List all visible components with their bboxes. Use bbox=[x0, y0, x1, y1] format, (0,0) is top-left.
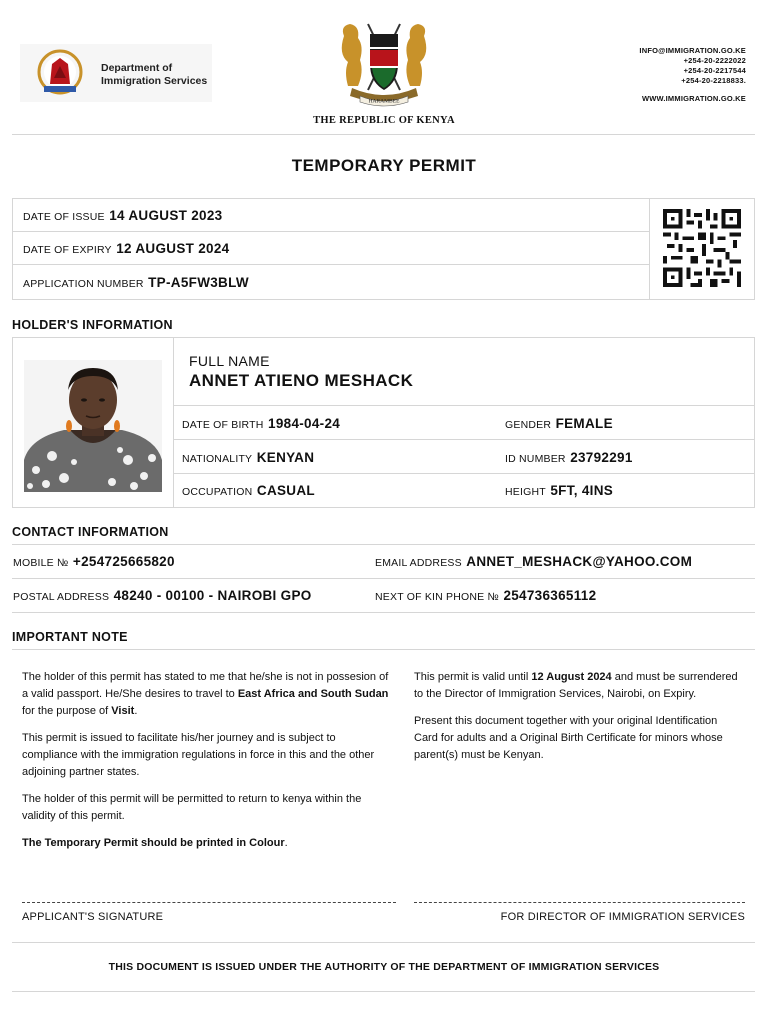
note-left-column bbox=[22, 669, 390, 862]
email-label: EMAIL ADDRESS bbox=[375, 557, 462, 569]
note-left-paragraph-2: This permit is issued to facilitate his/her journey and is subject to compliance with the immigration regulations in force in this and the other adjoining partner states. bbox=[22, 732, 375, 778]
note-left-paragraph-3: The holder of this permit will be permitted to return to kenya within the validity of this permit. bbox=[22, 793, 362, 822]
applicant-signature-line bbox=[22, 902, 396, 903]
occupation-field bbox=[182, 482, 315, 500]
date-of-expiry-value: 12 AUGUST 2024 bbox=[116, 241, 230, 256]
application-number-label: APPLICATION NUMBER bbox=[23, 278, 144, 290]
director-signature-label: FOR DIRECTOR OF IMMIGRATION SERVICES bbox=[500, 911, 745, 923]
note-right-column bbox=[414, 669, 744, 774]
date-of-issue-row bbox=[23, 207, 222, 225]
gender-label: GENDER bbox=[505, 419, 552, 431]
note-right-paragraph-1: This permit is valid until 12 August 2024 and must be surrendered to the Director of Immigration Services, Nairobi, on Expiry. bbox=[414, 671, 738, 700]
next-of-kin-value: 254736365112 bbox=[503, 588, 597, 603]
id-number-field bbox=[505, 449, 633, 467]
height-value: 5FT, 4INS bbox=[550, 483, 614, 498]
header-contact bbox=[639, 46, 746, 104]
nationality-field bbox=[182, 449, 314, 467]
qr-code-icon bbox=[662, 209, 742, 287]
coat-of-arms-icon bbox=[330, 16, 438, 110]
gender-field bbox=[505, 415, 613, 433]
holder-section-title: HOLDER'S INFORMATION bbox=[12, 318, 173, 332]
contact-phone-3: +254-20-2218833. bbox=[681, 76, 746, 85]
mobile-field bbox=[13, 553, 175, 571]
full-name-value: ANNET ATIENO MESHACK bbox=[189, 371, 414, 390]
director-signature-line bbox=[414, 902, 745, 903]
height-label: HEIGHT bbox=[505, 486, 546, 498]
id-number-label: ID NUMBER bbox=[505, 453, 566, 465]
applicant-signature-label: APPLICANT'S SIGNATURE bbox=[22, 911, 164, 923]
id-number-value: 23792291 bbox=[570, 450, 633, 465]
application-number-value: TP-A5FW3BLW bbox=[148, 275, 249, 290]
next-of-kin-field bbox=[375, 587, 596, 605]
date-of-issue-label: DATE OF ISSUE bbox=[23, 211, 105, 223]
postal-address-value: 48240 - 00100 - NAIROBI GPO bbox=[113, 588, 312, 603]
dob-field bbox=[182, 415, 340, 433]
republic-title: THE REPUBLIC OF KENYA bbox=[313, 115, 455, 126]
nationality-label: NATIONALITY bbox=[182, 453, 253, 465]
department-name-line1: Department of bbox=[101, 62, 173, 74]
holder-photo bbox=[24, 360, 162, 492]
qr-divider bbox=[649, 198, 650, 299]
date-of-issue-value: 14 AUGUST 2023 bbox=[109, 208, 223, 223]
contact-email[interactable]: INFO@IMMIGRATION.GO.KE bbox=[639, 46, 746, 55]
height-field bbox=[505, 482, 613, 500]
department-emblem-icon bbox=[32, 48, 88, 98]
mobile-value: +254725665820 bbox=[72, 554, 175, 569]
contact-phone-1: +254-20-2222022 bbox=[683, 56, 746, 65]
postal-address-label: POSTAL ADDRESS bbox=[13, 591, 110, 603]
department-name-line2: Immigration Services bbox=[101, 75, 208, 87]
gender-value: FEMALE bbox=[555, 416, 613, 431]
contact-website[interactable]: WWW.IMMIGRATION.GO.KE bbox=[641, 94, 746, 103]
nationality-value: KENYAN bbox=[256, 450, 315, 465]
header-divider bbox=[12, 134, 755, 135]
note-left-paragraph-4: The Temporary Permit should be printed in Colour. bbox=[22, 837, 288, 849]
department-logo-block bbox=[20, 44, 212, 102]
date-of-expiry-row bbox=[23, 240, 229, 258]
email-field bbox=[375, 553, 692, 571]
contact-section-title: CONTACT INFORMATION bbox=[12, 525, 169, 539]
department-name bbox=[101, 62, 207, 88]
next-of-kin-label: NEXT OF KIN PHONE № bbox=[375, 591, 499, 603]
note-left-paragraph-1: The holder of this permit has stated to me that he/she is not in possesion of a valid passport. He/She desires to travel to East Africa and South Sudan for the purpose of Visit. bbox=[22, 671, 389, 717]
footer-authority-text: THIS DOCUMENT IS ISSUED UNDER THE AUTHORITY OF THE DEPARTMENT OF IMMIGRATION SERVICES bbox=[108, 961, 660, 973]
email-value: ANNET_MESHACK@YAHOO.COM bbox=[466, 554, 693, 569]
document-title: TEMPORARY PERMIT bbox=[291, 156, 477, 175]
full-name-label: FULL NAME bbox=[189, 353, 270, 369]
date-of-expiry-label: DATE OF EXPIRY bbox=[23, 244, 112, 256]
note-right-paragraph-2: Present this document together with your original Identification Card for adults and a Original Birth Certificate for minors whose parent(s) must be Kenyan. bbox=[414, 715, 723, 761]
dob-value: 1984-04-24 bbox=[268, 416, 341, 431]
dob-label: DATE OF BIRTH bbox=[182, 419, 264, 431]
occupation-value: CASUAL bbox=[256, 483, 315, 498]
application-number-row bbox=[23, 274, 249, 292]
postal-address-field bbox=[13, 587, 312, 605]
contact-phone-2: +254-20-2217544 bbox=[683, 66, 746, 75]
mobile-label: MOBILE № bbox=[13, 557, 69, 569]
occupation-label: OCCUPATION bbox=[182, 486, 253, 498]
coat-of-arms-motto: HARAMBEE bbox=[368, 98, 400, 105]
note-section-title: IMPORTANT NOTE bbox=[12, 630, 128, 644]
